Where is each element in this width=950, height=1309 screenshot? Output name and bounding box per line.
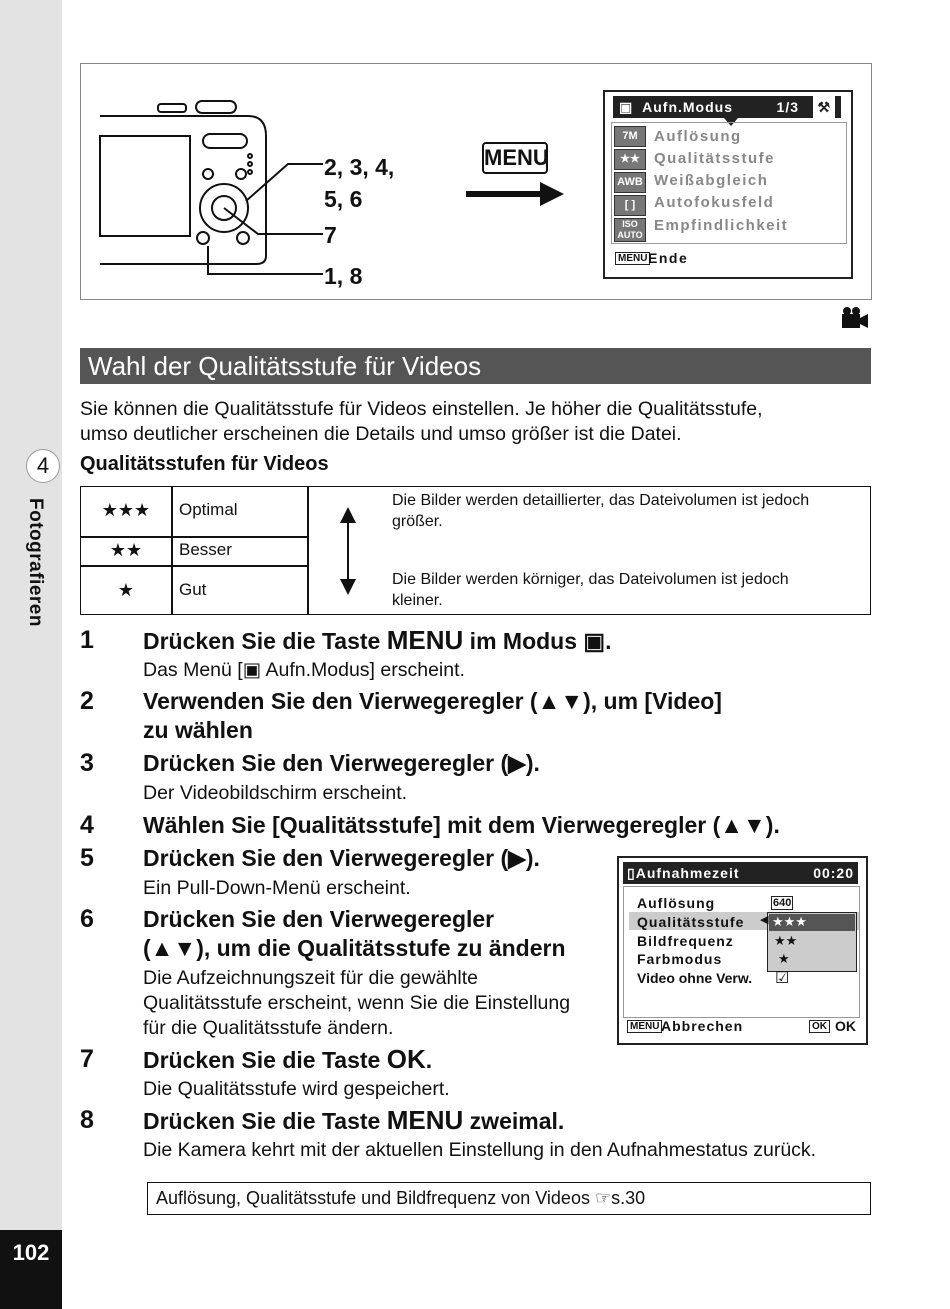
intro-line-1: Sie können die Qualitätsstufe für Videos einstellen. Je höher die Qualitätsstufe, xyxy=(80,398,763,420)
step-7-text: Die Qualitätsstufe wird gespeichert. xyxy=(143,1078,450,1100)
movie-camera-icon xyxy=(840,306,870,330)
menu-item-empfindlichkeit[interactable]: Empfindlichkeit xyxy=(654,217,789,234)
step-8-text: Die Kamera kehrt mit der aktuellen Einstellung in den Aufnahmestatus zurück. xyxy=(143,1139,817,1161)
step-3-title: Drücken Sie den Vierwegeregler (▶). xyxy=(143,750,540,776)
quality-table xyxy=(80,486,871,615)
callout-key-7: 7 xyxy=(324,222,337,248)
step-4-title: Wählen Sie [Qualitätsstufe] mit dem Vierwegeregler (▲▼). xyxy=(143,812,780,838)
intro-line-2: umso deutlicher erscheinen die Details und umso größer ist die Datei. xyxy=(80,423,682,445)
chapter-title: Fotografieren xyxy=(25,498,46,627)
ok-label[interactable]: OK xyxy=(835,1018,856,1034)
checkbox-icon[interactable]: ☑ xyxy=(775,970,790,987)
option-two-stars[interactable]: ★★ xyxy=(774,933,798,948)
step-7-title xyxy=(143,1045,432,1074)
video-item-qualitaetsstufe[interactable]: Qualitätsstufe xyxy=(637,914,745,930)
camera-icon: ▣ xyxy=(619,99,634,115)
menu-item-weissabgleich[interactable]: Weißabgleich xyxy=(654,172,769,189)
step-8-title-b: zweimal. xyxy=(463,1108,565,1134)
step-6-text-2: Qualitätsstufe erscheint, wenn Sie die Einstellung xyxy=(143,992,571,1014)
step-number: 7 xyxy=(80,1045,94,1073)
desc-top-line-1: Die Bilder werden detaillierter, das Dateivolumen ist jedoch xyxy=(392,492,810,509)
recording-time-label: Aufnahmezeit xyxy=(635,865,740,881)
video-quality-screen xyxy=(617,856,868,1045)
quality-optimal: Optimal xyxy=(179,500,238,519)
chapter-sidebar xyxy=(0,0,62,1309)
recording-time-value: 00:20 xyxy=(813,865,854,881)
ok-button-badge: OK xyxy=(809,1020,830,1033)
step-number: 3 xyxy=(80,749,94,777)
step-number: 2 xyxy=(80,687,94,715)
step-6-text-1: Die Aufzeichnungszeit für die gewählte xyxy=(143,967,478,989)
option-one-star[interactable]: ★ xyxy=(778,951,790,966)
step-2-title-1: Verwenden Sie den Vierwegeregler (▲▼), um [Video] xyxy=(143,688,722,714)
resolution-icon: 7M xyxy=(614,126,646,147)
menu-end-label[interactable]: Ende xyxy=(648,250,689,266)
step-6-title-1: Drücken Sie den Vierwegeregler xyxy=(143,906,495,932)
video-item-ohne-verw[interactable]: Video ohne Verw. xyxy=(637,970,753,986)
step-5-title: Drücken Sie den Vierwegeregler (▶). xyxy=(143,845,540,871)
memory-card-icon: ▯ xyxy=(627,865,636,881)
resolution-640-badge: 640 xyxy=(773,897,792,909)
video-item-bildfrequenz[interactable]: Bildfrequenz xyxy=(637,933,734,949)
menu-item-qualitaetsstufe[interactable]: Qualitätsstufe xyxy=(654,150,776,167)
step-1-text-a: Das Menü [ xyxy=(143,659,243,681)
desc-bottom xyxy=(392,569,789,611)
step-7-title-b: . xyxy=(425,1047,433,1073)
step-number: 4 xyxy=(80,811,94,839)
double-arrow-icon xyxy=(339,507,357,595)
menu-title: Aufn.Modus xyxy=(642,99,733,115)
arrow-right-icon xyxy=(466,180,566,208)
desc-bottom-line-2: kleiner. xyxy=(392,592,443,609)
step-7-title-a: Drücken Sie die Taste xyxy=(143,1047,387,1073)
quality-besser: Besser xyxy=(179,540,232,559)
step-1-text-b: Aufn.Modus] erscheint. xyxy=(261,659,465,681)
step-1-title-b: im Modus xyxy=(463,628,584,654)
callout-keys-5-6: 5, 6 xyxy=(324,186,363,212)
aufn-modus-menu-screen xyxy=(603,90,853,279)
menu-key-text: MENU xyxy=(386,625,464,655)
step-1-title xyxy=(143,626,612,655)
desc-top xyxy=(392,490,809,532)
camera-back-illustration xyxy=(98,96,328,286)
section-heading: Wahl der Qualitätsstufe für Videos xyxy=(80,348,871,384)
desc-bottom-line-1: Die Bilder werden körniger, das Dateivolumen ist jedoch xyxy=(392,571,789,588)
step-2-title-2: zu wählen xyxy=(143,717,253,743)
menu-item-aufloesung[interactable]: Auflösung xyxy=(654,128,742,145)
menu-button-badge: MENU xyxy=(615,252,650,265)
step-number: 1 xyxy=(80,626,94,654)
stars-one: ★ xyxy=(117,580,135,600)
step-6-title-2: (▲▼), um die Qualitätsstufe zu ändern xyxy=(143,935,566,961)
menu-key-label: MENU xyxy=(482,142,548,174)
reference-text: Auflösung, Qualitätsstufe und Bildfrequenz von Videos xyxy=(156,1188,595,1208)
menu-item-list xyxy=(611,122,847,244)
step-8-title xyxy=(143,1106,564,1135)
stars-two: ★★ xyxy=(109,540,143,560)
step-8-title-a: Drücken Sie die Taste xyxy=(143,1108,387,1134)
quality-gut: Gut xyxy=(179,580,207,599)
callout-keys-1-8: 1, 8 xyxy=(324,263,363,289)
step-number: 8 xyxy=(80,1106,94,1134)
page-number: 102 xyxy=(0,1230,62,1309)
caret-left-icon: ◀ xyxy=(760,914,769,926)
page-reference-icon: ☞ xyxy=(594,1188,612,1208)
video-item-farbmodus[interactable]: Farbmodus xyxy=(637,951,723,967)
video-item-aufloesung[interactable]: Auflösung xyxy=(637,895,716,911)
autofocus-area-icon: [ ] xyxy=(614,195,646,216)
quality-stars-icon: ★★ xyxy=(614,149,646,170)
option-three-stars[interactable]: ★★★ xyxy=(772,914,807,929)
step-3-text: Der Videobildschirm erscheint. xyxy=(143,782,408,804)
awb-icon: AWB xyxy=(614,172,646,193)
callout-keys-2-6: 2, 3, 4, xyxy=(324,154,395,180)
stars-three: ★★★ xyxy=(101,500,151,520)
step-1-title-a: Drücken Sie die Taste xyxy=(143,628,387,654)
menu-button-badge: MENU xyxy=(627,1020,662,1033)
ok-key-text: OK xyxy=(386,1044,426,1074)
reference-box xyxy=(147,1182,871,1215)
menu-page: 1/3 xyxy=(776,99,799,115)
camera-icon: ▣ xyxy=(242,659,262,681)
cancel-label[interactable]: Abbrechen xyxy=(661,1018,744,1034)
step-5-text: Ein Pull-Down-Menü erscheint. xyxy=(143,877,411,899)
step-1-title-c: . xyxy=(605,628,612,654)
iso-auto-icon: ISO AUTO xyxy=(614,218,646,242)
table-heading: Qualitätsstufen für Videos xyxy=(80,453,329,475)
reference-page-link[interactable]: s.30 xyxy=(611,1188,646,1208)
step-1-text xyxy=(143,658,465,683)
step-number: 5 xyxy=(80,844,94,872)
desc-top-line-2: größer. xyxy=(392,513,443,530)
wrench-icon: ⚒ xyxy=(813,96,835,118)
step-6-text-3: für die Qualitätsstufe ändern. xyxy=(143,1017,394,1039)
camera-icon: ▣ xyxy=(583,628,606,654)
step-number: 6 xyxy=(80,905,94,933)
menu-key-text: MENU xyxy=(386,1105,464,1135)
chapter-number-badge: 4 xyxy=(26,449,60,483)
menu-item-autofokusfeld[interactable]: Autofokusfeld xyxy=(654,194,775,211)
